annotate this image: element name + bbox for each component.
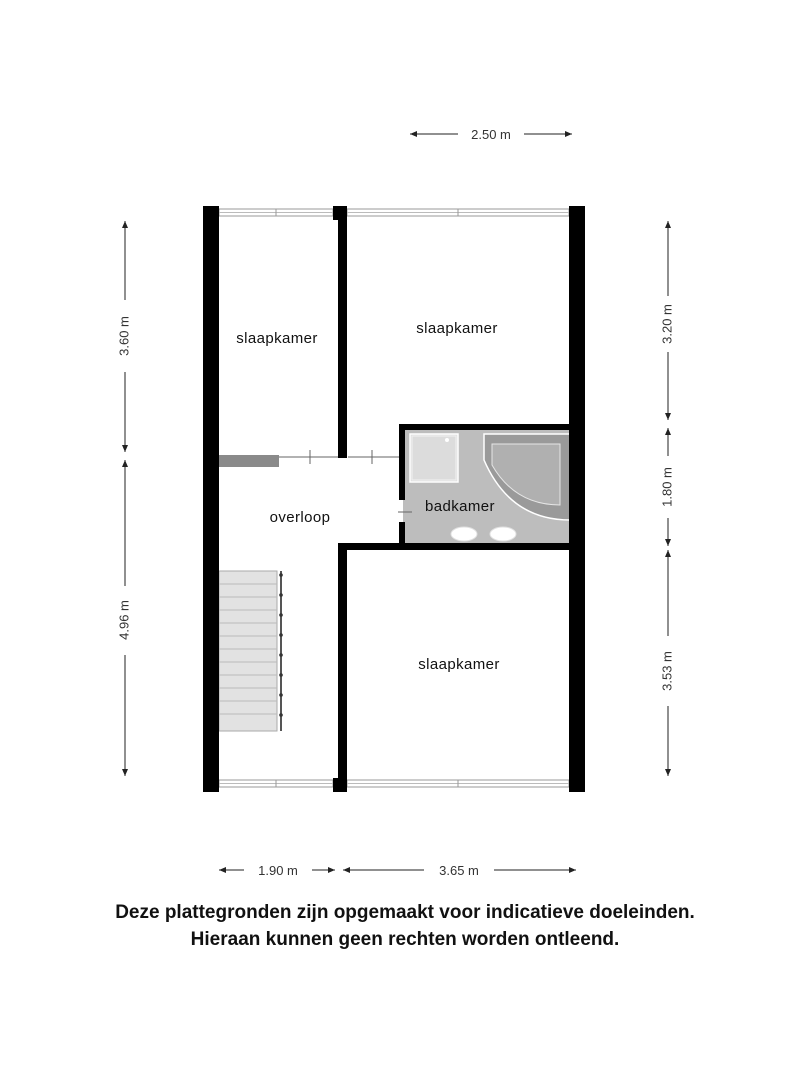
wall-bathroom-left [399,424,405,500]
washbasin-left-icon [451,527,477,541]
staircase-steps [219,571,277,731]
door-openings [219,450,412,512]
wall-left [203,206,219,792]
room-label-landing: overloop [269,509,331,526]
dim-label-bottom-left: 1.90 m [258,863,298,878]
wall-lower-divider [338,543,347,781]
dim-label-bottom-right: 3.65 m [439,863,479,878]
dim-label-left-lower: 4.96 m [116,600,132,640]
shower-icon [410,434,458,482]
wall-bedroom-divider [338,216,347,458]
dim-label-left-upper: 3.60 m [116,316,132,356]
staircase [219,571,283,731]
dim-label-right-lower: 3.53 m [659,651,675,691]
landing-cupboard [219,455,279,467]
bathroom-fixtures [403,428,573,545]
washbasin-right-icon [490,527,516,541]
disclaimer-line-2: Hieraan kunnen geen rechten worden ontleend. [190,929,620,950]
room-label-bathroom: badkamer [425,498,495,515]
room-label-bedroom-bottom: slaapkamer [418,656,500,673]
wall-bathroom-bottom [338,543,573,550]
wall-right [569,206,585,792]
disclaimer-line-1: Deze plattegronden zijn opgemaakt voor indicatieve doeleinden. [115,902,695,923]
wall-bathroom-top [399,424,573,430]
dim-label-top: 2.50 m [471,127,511,142]
room-label-bedroom-top-left: slaapkamer [236,330,318,347]
dim-label-right-upper: 3.20 m [659,304,675,344]
room-label-bedroom-top-right: slaapkamer [416,320,498,337]
dim-label-right-middle: 1.80 m [659,467,675,507]
